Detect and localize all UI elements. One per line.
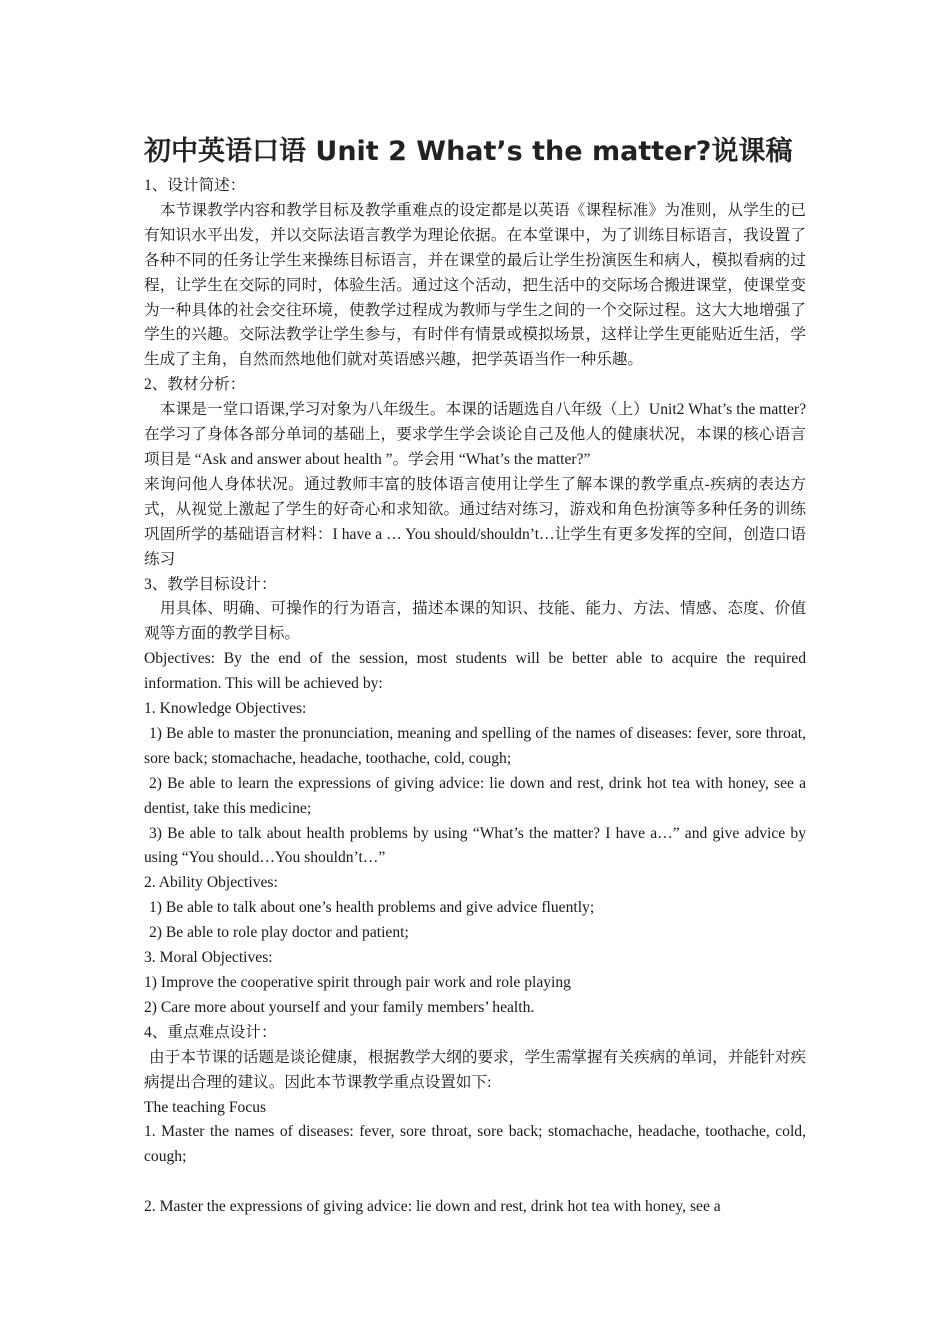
paragraph: 1) Be able to master the pronunciation, meaning and spelling of the names of diseases: fever, sore throat, sore back; stomachache, headache, toothache, cold, cough; [144,724,806,767]
paragraph: 4、重点难点设计： [144,1023,277,1041]
paragraph: 2、教材分析： [144,376,246,394]
paragraph: 本节课教学内容和教学目标及教学重难点的设定都是以英语《课程标准》为准则，从学生的已有知识水平出发，并以交际法语言教学为理论依据。在本堂课中，为了训练目标语言，我设置了各种不同的任务让学生来操练目标语言，并在课堂的最后让学生扮演医生和病人，模拟看病的过程，让学生在交际的同时，体验生活。通过这个活动，把生活中的交际场合搬进课堂，使课堂变为一种具体的社会交往环境，使教学过程成为教师与学生之间的一个交际过程。这大大地增强了学生的兴趣。交际法教学让学生参与，有时伴有情景或模拟场景，这样让学生更能贴近生活，学生成了主角，自然而然地他们就对英语感兴趣，把学英语当作一种乐趣。 [144,201,806,369]
blank-line [144,1170,806,1195]
document-body [144,132,806,1220]
paragraph: 3、教学目标设计： [144,575,277,593]
paragraph: 1) Be able to talk about one’s health problems and give advice fluently; [149,899,595,917]
paragraph: 来询问他人身体状况。通过教师丰富的肢体语言使用让学生了解本课的教学重点-疾病的表达方式，从视觉上激起了学生的好奇心和求知欲。通过结对练习，游戏和角色扮演等多种任务的训练巩固所学的基础语言材料：I have a … You should/shouldn’t…让学生有更多发挥的空间，创造口语练习 [144,475,806,568]
document-title: 初中英语口语 Unit 2 What’s the matter?说课稿 [144,136,793,167]
paragraph: 1. Knowledge Objectives: [144,700,307,718]
paragraph: 本课是一堂口语课,学习对象为八年级生。本课的话题选自八年级（上）Unit2 What’s the matter? 在学习了身体各部分单词的基础上，要求学生学会谈论自己及他人的健康状况，本课的核心语言项目是 “Ask and answer about health ”。学会用 “What’s the matter?” [144,401,806,468]
paragraph: 2) Care more about yourself and your family members’ health. [144,998,535,1016]
paragraph: 1. Master the names of diseases: fever, sore throat, sore back; stomachache, headache, toothache, cold, cough; [144,1123,806,1166]
paragraph: 3. Moral Objectives: [144,949,273,967]
paragraph: 1) Improve the cooperative spirit through pair work and role playing [144,974,571,991]
paragraph: 由于本节课的话题是谈论健康，根据教学大纲的要求，学生需掌握有关疾病的单词，并能针对疾病提出合理的建议。因此本节课教学重点设置如下: [144,1048,806,1091]
paragraph: 1、设计简述： [144,177,246,194]
paragraph: 用具体、明确、可操作的行为语言，描述本课的知识、技能、能力、方法、情感、态度、价值观等方面的教学目标。 [144,600,806,643]
paragraph: 2) Be able to learn the expressions of giving advice: lie down and rest, drink hot tea with honey, see a dentist, take this medicine; [144,774,806,817]
paragraph-list [144,174,806,1220]
paragraph: 2. Ability Objectives: [144,874,278,892]
paragraph: The teaching Focus [144,1098,267,1116]
paragraph: Objectives: By the end of the session, most students will be better able to acquire the required information. This will be achieved by: [144,650,806,693]
paragraph: 2. Master the expressions of giving advice: lie down and rest, drink hot tea with honey, see a [144,1198,721,1216]
paragraph: 2) Be able to role play doctor and patient; [149,924,409,942]
paragraph: 3) Be able to talk about health problems by using “What’s the matter? I have a…” and give advice by using “You should…You shouldn’t…” [144,824,806,867]
